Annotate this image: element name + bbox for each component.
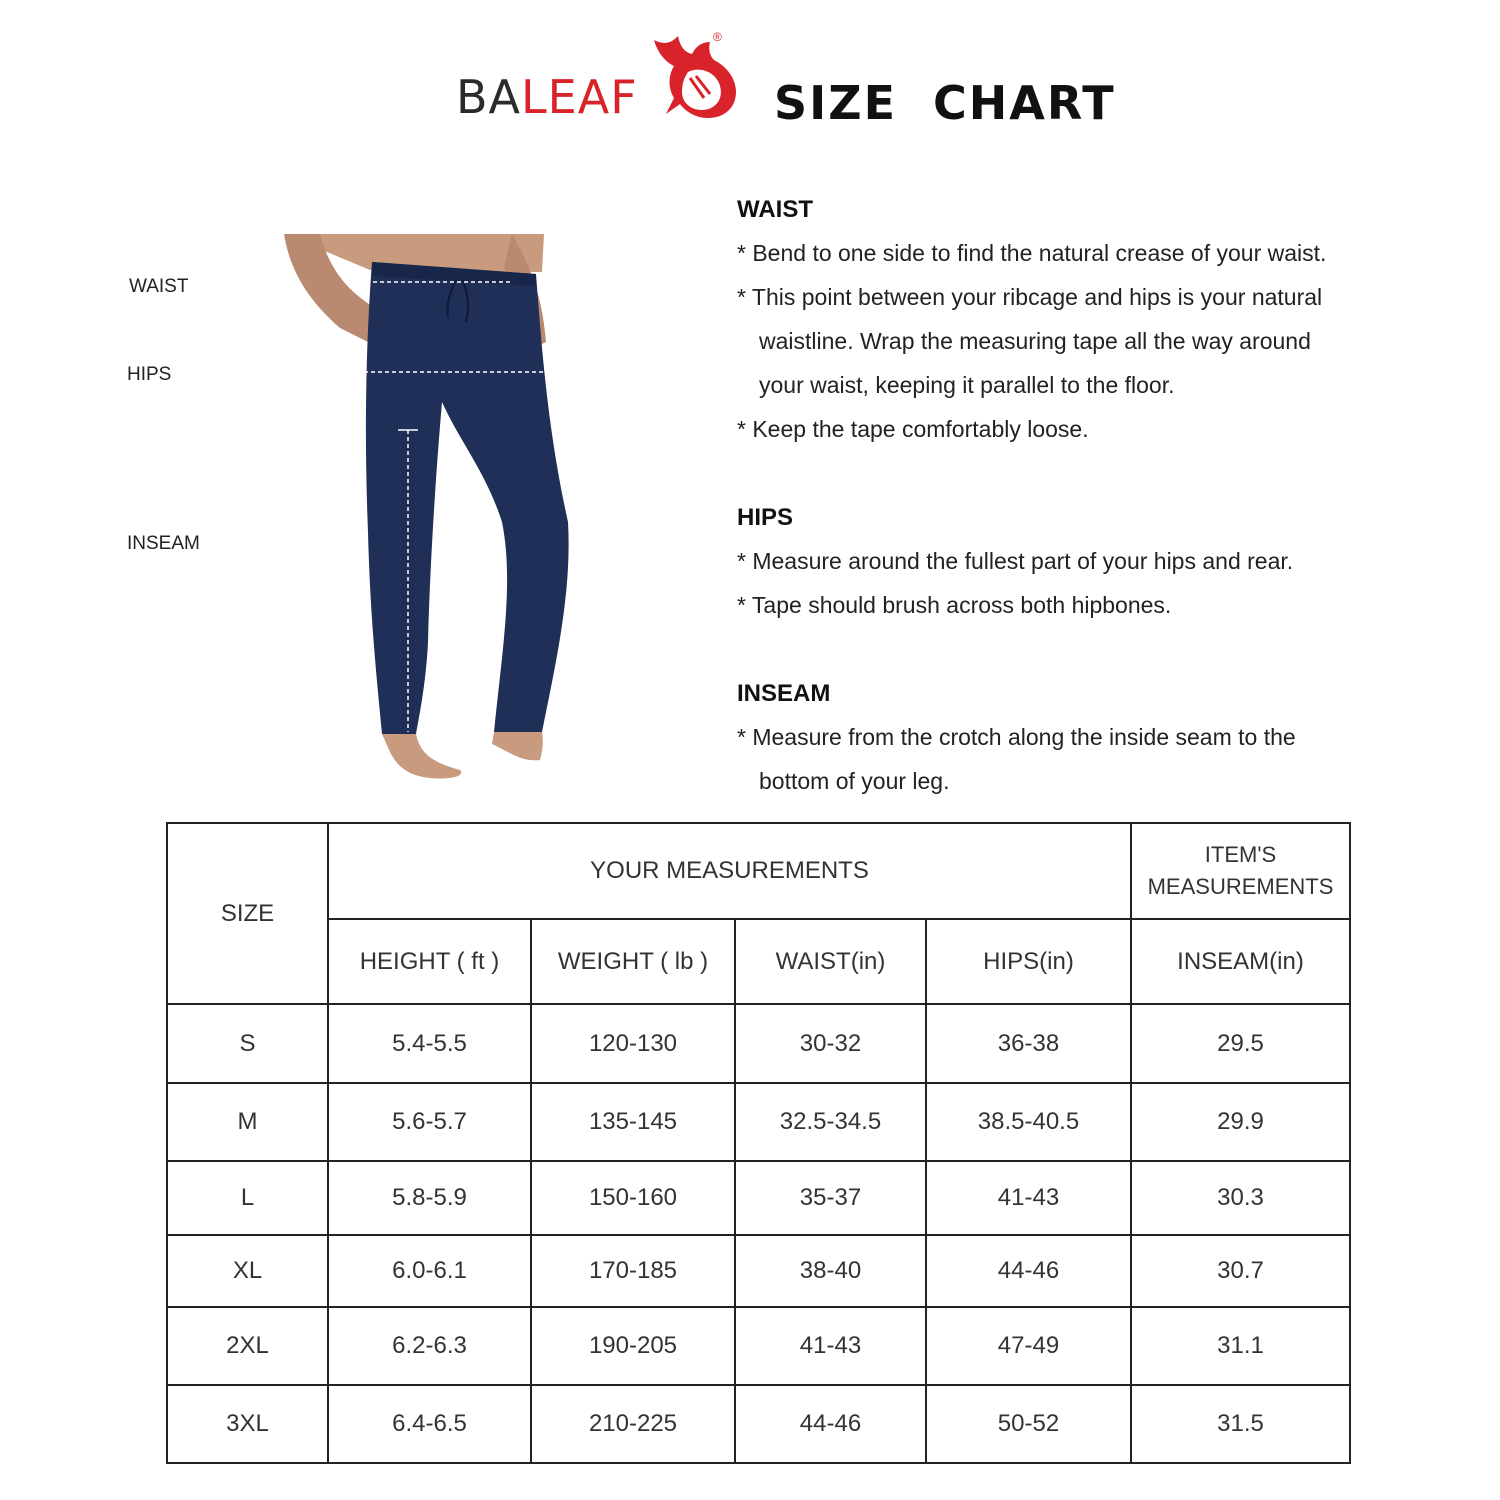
waist-label: WAIST <box>129 276 189 297</box>
height-cell: 5.8-5.9 <box>328 1161 531 1235</box>
page-title: SIZE CHART <box>774 76 1116 130</box>
waist-cell: 35-37 <box>735 1161 926 1235</box>
hips-line-1: * Measure around the fullest part of your hips and rear. <box>737 548 1294 574</box>
registered-mark: ® <box>713 30 722 44</box>
size-cell: L <box>167 1161 328 1235</box>
header <box>0 28 1500 138</box>
brand-name <box>456 70 638 124</box>
inseam-label: INSEAM <box>127 533 200 554</box>
table-row <box>167 1083 1350 1161</box>
waist-cell: 30-32 <box>735 1004 926 1083</box>
waist-line-3: waistline. Wrap the measuring tape all the way around <box>759 328 1311 354</box>
height-cell: 5.4-5.5 <box>328 1004 531 1083</box>
waist-line-2: * This point between your ribcage and hips is your natural <box>737 284 1323 310</box>
your-measurements-header: YOUR MEASUREMENTS <box>328 823 1131 919</box>
waist-cell: 32.5-34.5 <box>735 1083 926 1161</box>
hips-cell: 38.5-40.5 <box>926 1083 1131 1161</box>
table-row <box>167 1307 1350 1385</box>
table-row <box>167 1161 1350 1235</box>
column-header-weight: WEIGHT ( lb ) <box>531 919 735 1004</box>
height-cell: 6.2-6.3 <box>328 1307 531 1385</box>
pants-model-image <box>280 232 570 792</box>
hips-cell: 41-43 <box>926 1161 1131 1235</box>
inseam-cell: 31.1 <box>1131 1307 1350 1385</box>
size-cell: 3XL <box>167 1385 328 1463</box>
inseam-cell: 31.5 <box>1131 1385 1350 1463</box>
weight-cell: 120-130 <box>531 1004 735 1083</box>
items-measurements-text: ITEM'S MEASUREMENTS <box>1147 842 1334 899</box>
height-cell: 6.0-6.1 <box>328 1235 531 1307</box>
hips-heading: HIPS <box>737 504 794 531</box>
height-cell: 5.6-5.7 <box>328 1083 531 1161</box>
table-row <box>167 1385 1350 1463</box>
hips-cell: 44-46 <box>926 1235 1131 1307</box>
inseam-heading: INSEAM <box>737 680 831 707</box>
column-header-waist: WAIST(in) <box>735 919 926 1004</box>
hips-section <box>737 504 1437 627</box>
brand-prefix: BA <box>456 70 522 124</box>
waist-cell: 44-46 <box>735 1385 926 1463</box>
inseam-section <box>737 680 1437 803</box>
size-table <box>166 822 1351 1464</box>
column-header-hips: HIPS(in) <box>926 919 1131 1004</box>
waist-cell: 38-40 <box>735 1235 926 1307</box>
waist-line-4: your waist, keeping it parallel to the floor. <box>759 372 1175 398</box>
leaf-flame-logo-icon <box>644 32 744 124</box>
size-cell: XL <box>167 1235 328 1307</box>
column-header-height: HEIGHT ( ft ) <box>328 919 531 1004</box>
inseam-line-1: * Measure from the crotch along the inside seam to the <box>737 724 1296 750</box>
waist-section <box>737 196 1437 451</box>
inseam-line-2: bottom of your leg. <box>759 768 950 794</box>
weight-cell: 210-225 <box>531 1385 735 1463</box>
items-measurements-header <box>1131 823 1350 919</box>
size-cell: S <box>167 1004 328 1083</box>
waist-heading: WAIST <box>737 196 813 223</box>
size-cell: 2XL <box>167 1307 328 1385</box>
table-row <box>167 1004 1350 1083</box>
size-header: SIZE <box>167 823 328 1004</box>
hips-cell: 50-52 <box>926 1385 1131 1463</box>
weight-cell: 150-160 <box>531 1161 735 1235</box>
inseam-cell: 30.7 <box>1131 1235 1350 1307</box>
hips-cell: 47-49 <box>926 1307 1131 1385</box>
waist-line-5: * Keep the tape comfortably loose. <box>737 416 1089 442</box>
waist-cell: 41-43 <box>735 1307 926 1385</box>
weight-cell: 170-185 <box>531 1235 735 1307</box>
table-row <box>167 1235 1350 1307</box>
inseam-cell: 29.5 <box>1131 1004 1350 1083</box>
brand-suffix: LEAF <box>521 70 638 124</box>
inseam-cell: 30.3 <box>1131 1161 1350 1235</box>
hips-cell: 36-38 <box>926 1004 1131 1083</box>
waist-line-1: * Bend to one side to find the natural crease of your waist. <box>737 240 1327 266</box>
height-cell: 6.4-6.5 <box>328 1385 531 1463</box>
hips-label: HIPS <box>127 364 172 385</box>
hips-line-2: * Tape should brush across both hipbones. <box>737 592 1172 618</box>
weight-cell: 135-145 <box>531 1083 735 1161</box>
size-cell: M <box>167 1083 328 1161</box>
inseam-cell: 29.9 <box>1131 1083 1350 1161</box>
weight-cell: 190-205 <box>531 1307 735 1385</box>
column-header-inseam: INSEAM(in) <box>1131 919 1350 1004</box>
